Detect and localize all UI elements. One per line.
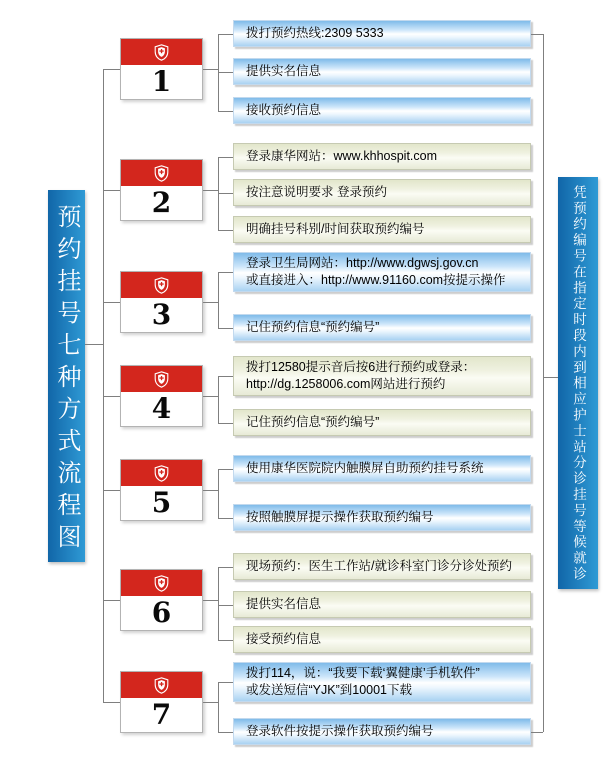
step-number: 3 [151,298,172,331]
step-item [233,455,531,482]
connector-line [103,69,104,702]
step-item [233,662,531,702]
connector-line [103,490,120,491]
connector-line [218,469,233,470]
connector-line [218,640,233,641]
step-item [233,20,531,47]
step-number: 7 [151,698,172,731]
connector-line [218,682,219,732]
step-node-header [121,672,202,698]
step-number: 6 [151,596,172,629]
step-node-7 [120,671,203,733]
step-item-text: 按注意说明要求 登录预约 [246,185,387,199]
connector-line [103,302,120,303]
right-banner [558,177,598,589]
connector-line [218,376,219,423]
connector-line [218,423,233,424]
step-node-header [121,160,202,186]
step-item-text: 记住预约信息“预约编号” [246,320,380,334]
connector-line [218,157,233,158]
connector-line [218,518,233,519]
connector-line [218,328,233,329]
step-node-header [121,570,202,596]
step-item-text: 或直接进入：http://www.91160.com按提示操作 [246,273,506,287]
step-item-text: 现场预约：医生工作站/就诊科室门诊分诊处预约 [246,559,512,573]
step-item [233,58,531,85]
step-number: 2 [151,186,172,219]
connector-line [85,344,103,345]
connector-line [531,732,543,733]
step-number: 1 [151,65,172,98]
step-node-5 [120,459,203,521]
connector-line [543,377,558,378]
step-item-text: 登录卫生局网站：http://www.dgwsj.gov.cn [246,256,479,270]
connector-line [203,302,218,303]
step-item-text: 拨打114，说：“我要下载‘翼健康’手机软件” [246,666,480,680]
connector-line [218,111,233,112]
step-number: 5 [151,486,172,519]
step-item [233,718,531,745]
right-banner-text: 凭预约编号在指定时段内到相应护士站分诊挂号等候就诊 [571,185,586,583]
shield-emblem-icon [154,677,169,694]
step-item-text: 接收预约信息 [246,103,322,117]
step-item-text: 按照触膜屏提示操作获取预约编号 [246,510,434,524]
shield-emblem-icon [154,165,169,182]
step-node-header [121,272,202,298]
connector-line [218,567,233,568]
step-item-text: 拨打12580提示音后按6进行预约或登录： [246,360,476,374]
step-item [233,409,531,436]
step-item-text: 使用康华医院院内触膜屏自助预约挂号系统 [246,461,484,475]
step-node-3 [120,271,203,333]
step-item [233,356,531,396]
step-node-6 [120,569,203,631]
step-number: 4 [151,392,172,425]
connector-line [203,702,218,703]
shield-emblem-icon [154,44,169,61]
connector-line [218,682,233,683]
step-item [233,252,531,292]
connector-line [218,732,233,733]
connector-line [203,600,218,601]
connector-line [103,69,120,70]
shield-emblem-icon [154,277,169,294]
connector-line [218,376,233,377]
connector-line [203,490,218,491]
step-item-text: 提供实名信息 [246,597,322,611]
step-item-text: 或发送短信“YJK”到10001下载 [246,683,413,697]
step-node-1 [120,38,203,100]
connector-line [218,72,233,73]
connector-line [218,567,219,640]
step-item-text: 接受预约信息 [246,632,322,646]
step-item [233,504,531,531]
connector-line [531,34,543,35]
connector-line [218,34,233,35]
step-item-text: 登录康华网站：www.khhospit.com [246,149,438,163]
shield-emblem-icon [154,575,169,592]
connector-line [218,272,219,328]
step-item [233,314,531,341]
step-node-4 [120,365,203,427]
connector-line [203,69,218,70]
connector-line [103,600,120,601]
step-item [233,143,531,170]
step-item-text: 登录软件按提示操作获取预约编号 [246,724,434,738]
step-item [233,216,531,243]
step-item [233,591,531,618]
connector-line [218,193,233,194]
shield-emblem-icon [154,371,169,388]
connector-line [103,396,120,397]
connector-line [103,702,120,703]
step-item-text: 提供实名信息 [246,64,322,78]
connector-line [203,190,218,191]
step-node-header [121,366,202,392]
shield-emblem-icon [154,465,169,482]
step-item-text: http://dg.1258006.com网站进行预约 [246,377,446,391]
connector-line [218,469,219,518]
step-item [233,553,531,580]
step-item [233,626,531,653]
step-node-2 [120,159,203,221]
connector-line [218,230,233,231]
connector-line [103,190,120,191]
step-node-header [121,39,202,65]
step-item-text: 明确挂号科别/时间获取预约编号 [246,222,425,236]
connector-line [543,34,544,732]
left-banner-text: 预约挂号七种方式流程图 [53,204,80,556]
step-item-text: 拨打预约热线:2309 5333 [246,26,384,40]
connector-line [203,396,218,397]
left-banner [48,190,85,562]
step-node-header [121,460,202,486]
step-item [233,97,531,124]
connector-line [218,605,233,606]
step-item [233,179,531,206]
step-item-text: 记住预约信息“预约编号” [246,415,380,429]
connector-line [218,272,233,273]
